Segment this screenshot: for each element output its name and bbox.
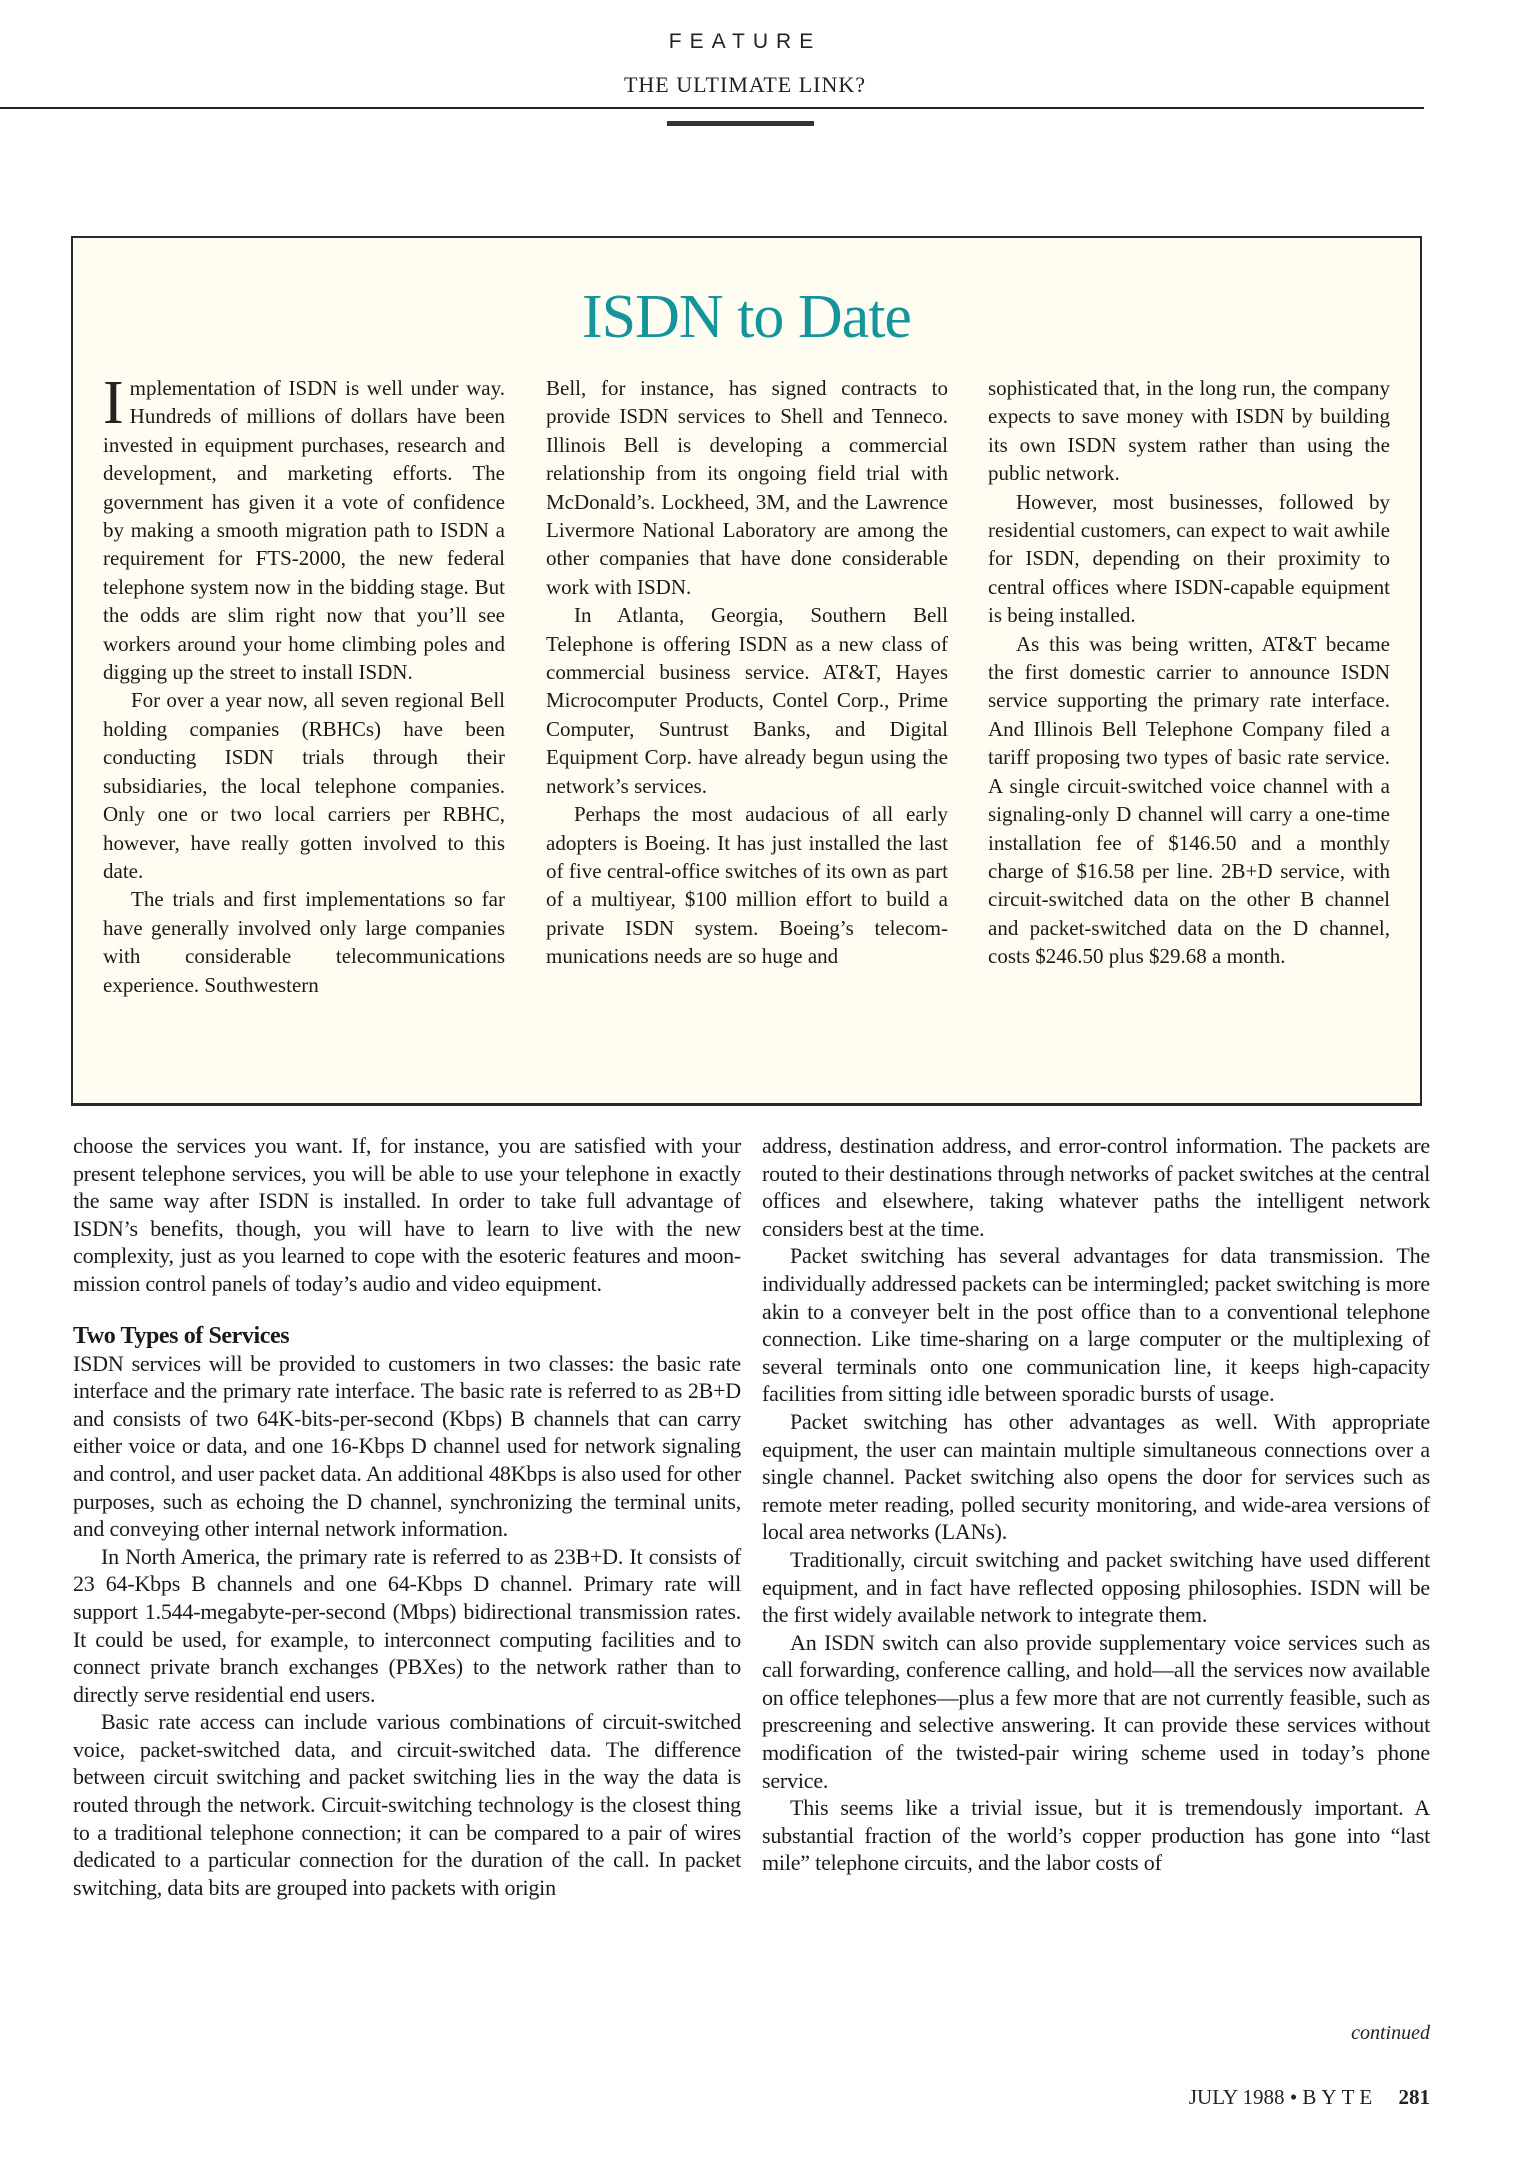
footer-bullet: •	[1289, 2085, 1298, 2109]
sidebar-paragraph: Perhaps the most audacious of all early adopters is Boeing. It has just installed the last of five central-office switches of its own as part of a multiyear, $100 million effort to build a private ISDN system. Boeing’s telecommunications needs are so huge and	[546, 802, 948, 969]
header-rule	[0, 107, 1424, 109]
article-paragraph: Packet switching has several advantages for data transmission. The individually addressed packets can be intermingled; packet switching is more akin to a conveyer belt in the post office than to a conventional telephone connection. Like time-sharing on a large computer or the multiplexing of several terminals onto one communication line, it keeps high-capacity facilities from sitting idle between sporadic bursts of usage.	[762, 1243, 1430, 1407]
section-kicker: FEATURE	[668, 30, 822, 53]
article-paragraph: choose the services you want. If, for instance, you are satisfied with your present telephone services, you will be able to use your telephone in exactly the same way after ISDN is installed. In order to take full advantage of ISDN’s benefits, though, you will have to learn to live with the new complexity, just as you learned to cope with the esoteric features and moon-mission control panels of today’s audio and video equipment.	[73, 1133, 741, 1296]
page-footer	[1150, 2085, 1430, 2110]
sidebar-paragraph: The trials and first implementations so far have generally involved only large companies with considerable telecommunications experience. Southwestern	[103, 887, 505, 997]
article-paragraph: Traditionally, circuit switching and packet switching have used different equipment, and in fact have reflected opposing philosophies. ISDN will be the first widely available network to integrate them.	[762, 1546, 1430, 1628]
drop-cap: I	[103, 369, 124, 437]
sidebar-column-3	[988, 374, 1390, 971]
article-paragraph: In North America, the primary rate is referred to as 23B+D. It consists of 23 64-Kbps B channels and one 64-Kbps D channel. Primary rate will support 1.544-megabyte-per-second (Mbps) bidirectional transmission rates. It could be used, for example, to interconnect computing facilities and to connect private branch exchanges (PBXes) to the network rather than to directly serve residential end users.	[73, 1543, 741, 1707]
running-title: THE ULTIMATE LINK?	[623, 72, 867, 97]
sidebar-column-2	[546, 374, 948, 971]
article-paragraph: Packet switching has other advantages as well. With appropriate equipment, the user can maintain multiple simultaneous connections over a single channel. Packet switching also opens the door for services such as remote meter reading, polled security monitoring, and wide-area versions of local area networks (LANs).	[762, 1408, 1430, 1545]
sidebar-box	[71, 236, 1422, 1106]
sidebar-paragraph: Bell, for instance, has signed contracts to provide ISDN services to Shell and Tenneco. Illinois Bell is developing a commercial relationship from its ongoing field trial with McDonald’s. Lockheed, 3M, and the Lawrence Livermore National Laboratory are among the other companies that have done considerable work with ISDN.	[546, 376, 948, 599]
article-paragraph: Basic rate access can include various combinations of circuit-switched voice, packet-switched data, and circuit-switched data. The difference between circuit switching and packet switching lies in the way the data is routed through the network. Circuit-switching technology is the closest thing to a traditional telephone connection; it can be compared to a pair of wires dedicated to a particular connection for the duration of the call. In packet switching, data bits are grouped into packets with origin	[73, 1709, 741, 1900]
sidebar-paragraph: In Atlanta, Georgia, Southern Bell Telephone is offering ISDN as a new class of commercial business service. AT&T, Hayes Microcomputer Products, Contel Corp., Prime Computer, Suntrust Banks, and Digital Equipment Corp. have already begun using the network’s services.	[546, 603, 948, 798]
article-paragraph: address, destination address, and error-control information. The packets are routed to their destinations through networks of packet switches at the central offices and elsewhere, taking whatever paths the intelligent network considers best at the time.	[762, 1133, 1430, 1241]
article-paragraph: ISDN services will be provided to customers in two classes: the basic rate interface and the primary rate interface. The basic rate is referred to as 2B+D and consists of two 64K-bits-per-second (Kbps) B channels that can carry either voice or data, and one 16-Kbps D channel used for network signaling and control, and user packet data. An additional 48Kbps is also used for other purposes, such as echoing the D channel, synchronizing the terminal units, and conveying other internal network information.	[73, 1350, 741, 1542]
sidebar-title: ISDN to Date	[582, 283, 911, 351]
sidebar-paragraph: However, most businesses, followed by residential customers, can expect to wait awhile for ISDN, depending on their proximity to central offices where ISDN-capable equipment is being installed.	[988, 489, 1390, 628]
article-column-1	[73, 1132, 741, 1901]
page-number: 281	[1398, 2085, 1430, 2109]
sidebar-paragraph: sophisticated that, in the long run, the company expects to save money with ISDN by building its own ISDN system rather than using the public network.	[988, 376, 1390, 486]
sidebar-paragraph: As this was being written, AT&T became the first domestic carrier to announce ISDN service supporting the primary rate interface. And Illinois Bell Telephone Company filed a tariff proposing two types of basic rate service. A single circuit-switched voice channel with a signaling-only D channel will carry a one-time installation fee of $146.50 and a monthly charge of $16.58 per line. 2B+D service, with circuit-switched data on the other B channel and packet-switched data on the D channel, costs $246.50 plus $29.68 a month.	[988, 631, 1390, 969]
issue-date: JULY 1988	[1188, 2085, 1285, 2109]
article-paragraph: An ISDN switch can also provide supplementary voice services such as call forwarding, conference calling, and hold—all the services now available on office telephones—plus a few more that are not currently feasible, such as prescreening and selective answering. It can provide these services without modification of the twisted-pair wiring scheme used in today’s phone service.	[762, 1629, 1430, 1793]
sidebar-paragraph: For over a year now, all seven regional Bell holding companies (RBHCs) have been conducting ISDN trials through their subsidiaries, the local telephone companies. Only one or two local carriers per RBHC, however, have really gotten involved to this date.	[103, 688, 505, 883]
header-accent-bar	[667, 121, 814, 126]
article-column-2	[762, 1132, 1430, 1877]
sidebar-column-1	[103, 369, 505, 999]
section-subhead: Two Types of Services	[73, 1322, 290, 1349]
continued-marker: continued	[1351, 2022, 1430, 2044]
magazine-name: BYTE	[1302, 2085, 1378, 2109]
article-paragraph: This seems like a trivial issue, but it is tremendously important. A substantial fraction of the world’s copper production has gone into “last mile” telephone circuits, and the labor costs of	[762, 1795, 1430, 1876]
sidebar-paragraph: Implementation of ISDN is well under way. Hundreds of millions of dollars have been invested in equipment purchases, research and development, and marketing efforts. The government has given it a vote of confidence by making a smooth migration path to ISDN a requirement for FTS-2000, the new federal telephone system now in the bidding stage. But the odds are slim right now that you’ll see workers around your home climbing poles and digging up the street to install ISDN.	[103, 369, 505, 685]
